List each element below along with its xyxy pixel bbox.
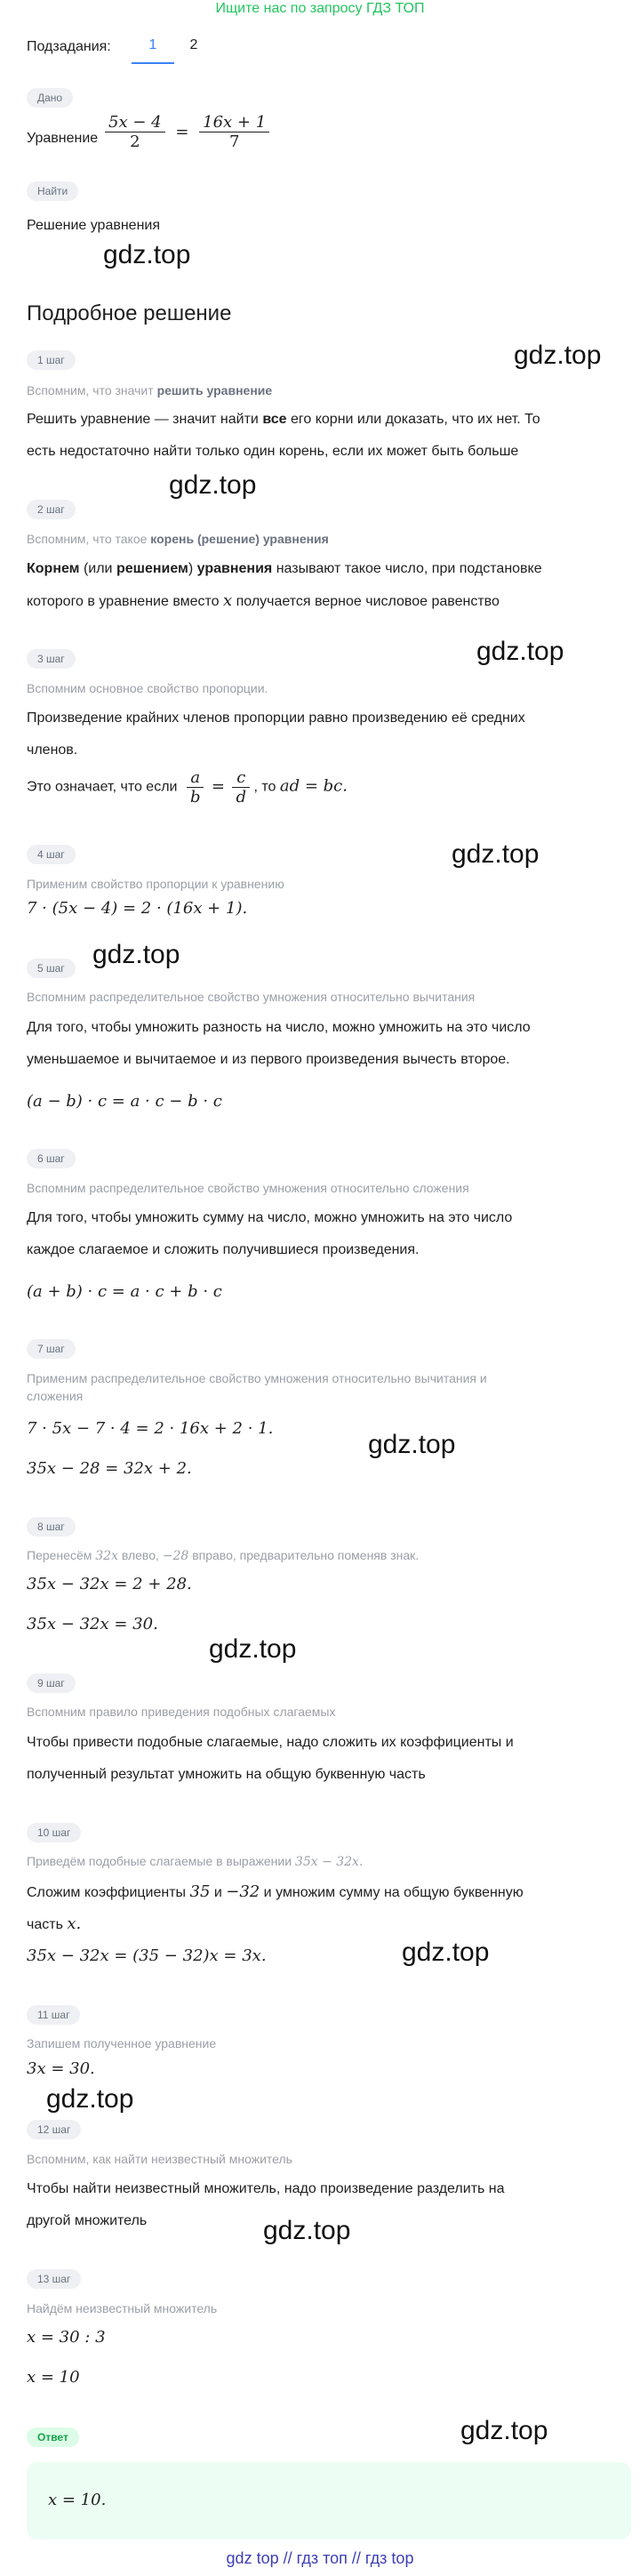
step-text: Чтобы привести подобные слагаемые, надо сложить их коэффициенты и bbox=[27, 1735, 514, 1750]
step-text: Чтобы найти неизвестный множитель, надо произведение разделить на bbox=[27, 2181, 505, 2196]
step-pill: 2 шаг bbox=[27, 500, 76, 519]
watermark: gdz.top bbox=[46, 2084, 134, 2114]
step-text: которого в уравнение вместо x получается верное числовое равенство bbox=[27, 591, 500, 610]
watermark: gdz.top bbox=[92, 940, 180, 969]
step-text: другой множитель bbox=[27, 2213, 148, 2228]
step-formula: 7 · (5x − 4) = 2 · (16x + 1). bbox=[27, 899, 248, 918]
given-equals: = bbox=[175, 122, 189, 141]
step-text: Сложим коэффициенты 35 и −32 и умножим сумму на общую буквенную bbox=[27, 1882, 524, 1901]
step-hint: Вспомним распределительное свойство умножения относительно сложения bbox=[27, 1181, 469, 1195]
step-hint: сложения bbox=[27, 1389, 84, 1403]
step-text: есть недостаточно найти только один корень, если их может быть больше bbox=[27, 444, 519, 459]
step-formula: 35x − 28 = 32x + 2. bbox=[27, 1459, 192, 1478]
step-text: Корнем (или решением) уравнения называют такое число, при подстановке bbox=[27, 561, 542, 576]
step-pill: 8 шаг bbox=[27, 1517, 76, 1537]
step-hint: Найдём неизвестный множитель bbox=[27, 2301, 218, 2315]
step-pill: 7 шаг bbox=[27, 1339, 76, 1359]
watermark: gdz.top bbox=[263, 2216, 351, 2245]
step-pill: 13 шаг bbox=[27, 2269, 81, 2289]
subtasks-label: Подзадания: bbox=[27, 39, 111, 54]
answer-pill: Ответ bbox=[27, 2428, 79, 2447]
given-pill: Дано bbox=[27, 88, 73, 108]
step-hint: Приведём подобные слагаемые в выражении 35x − 32x. bbox=[27, 1854, 364, 1869]
step-text: часть x. bbox=[27, 1914, 82, 1933]
step-pill: 4 шаг bbox=[27, 845, 76, 864]
footer-links[interactable]: gdz top // гдз топ // гдз top bbox=[226, 2549, 414, 2567]
watermark: gdz.top bbox=[169, 470, 257, 500]
step-pill: 9 шаг bbox=[27, 1673, 76, 1693]
active-tab-indicator bbox=[132, 62, 174, 64]
step-hint: Вспомним правило приведения подобных слагаемых bbox=[27, 1705, 336, 1719]
watermark: gdz.top bbox=[452, 839, 540, 869]
step-pill: 6 шаг bbox=[27, 1149, 76, 1168]
step-pill: 11 шаг bbox=[27, 2005, 80, 2025]
find-pill: Найти bbox=[27, 181, 78, 201]
step-hint: Вспомним, что значит решить уравнение bbox=[27, 383, 273, 397]
step-pill: 1 шаг bbox=[27, 350, 76, 370]
step-hint: Запишем полученное уравнение bbox=[27, 2036, 217, 2050]
step-text: полученный результат умножить на общую буквенную часть bbox=[27, 1767, 426, 1782]
lhs-denominator: 2 bbox=[130, 132, 140, 151]
step-hint: Перенесём 32x влево, −28 вправо, предварительно поменяв знак. bbox=[27, 1548, 420, 1563]
tab-subtask-1[interactable]: 1 bbox=[148, 37, 157, 52]
find-text: Решение уравнения bbox=[27, 218, 161, 233]
lhs-numerator: 5x − 4 bbox=[105, 113, 165, 132]
watermark: gdz.top bbox=[514, 341, 602, 370]
step-formula: 3x = 30. bbox=[27, 2059, 95, 2078]
step-formula: (a − b) · c = a · c − b · c bbox=[27, 1092, 222, 1111]
watermark: gdz.top bbox=[460, 2416, 548, 2445]
solution-title: Подробное решение bbox=[27, 301, 232, 325]
step-hint: Вспомним основное свойство пропорции. bbox=[27, 681, 268, 695]
step-formula: 35x − 32x = 2 + 28. bbox=[27, 1575, 192, 1593]
step-text: уменьшаемое и вычитаемое и из первого произведения вычесть второе. bbox=[27, 1052, 510, 1067]
step-pill: 10 шаг bbox=[27, 1823, 81, 1842]
step-hint: Применим свойство пропорции к уравнению bbox=[27, 877, 284, 891]
watermark: gdz.top bbox=[402, 1938, 490, 1967]
watermark: gdz.top bbox=[476, 637, 564, 666]
rhs-denominator: 7 bbox=[228, 132, 240, 151]
step-text: Произведение крайних членов пропорции равно произведению её средних bbox=[27, 710, 525, 726]
step-text: Для того, чтобы умножить сумму на число, можно умножить на это число bbox=[27, 1210, 513, 1225]
top-banner: Ищите нас по запросу ГДЗ ТОП bbox=[215, 1, 425, 16]
given-label: Уравнение bbox=[27, 131, 99, 146]
step-text: Решить уравнение — значит найти все его корни или доказать, что их нет. То bbox=[27, 412, 540, 427]
answer-box bbox=[27, 2462, 631, 2540]
step-formula: 7 · 5x − 7 · 4 = 2 · 16x + 2 · 1. bbox=[27, 1419, 274, 1438]
step-pill: 12 шаг bbox=[27, 2120, 81, 2139]
step-formula: 35x − 32x = 30. bbox=[27, 1615, 158, 1633]
step-formula: x = 30 : 3 bbox=[27, 2328, 106, 2347]
watermark: gdz.top bbox=[103, 240, 191, 269]
given-equation bbox=[105, 113, 269, 151]
step-pill: 5 шаг bbox=[27, 959, 76, 978]
step-text: каждое слагаемое и сложить получившиеся произведения. bbox=[27, 1242, 420, 1257]
step-text: Это означает, что если $\frac{a}{b}$ = $\frac{c}{d}$ , то ad = bc. bbox=[27, 768, 348, 807]
tab-subtask-2[interactable]: 2 bbox=[189, 37, 198, 52]
step-formula: 35x − 32x = (35 − 32)x = 3x. bbox=[27, 1946, 267, 1965]
step-hint: Вспомним, как найти неизвестный множитель bbox=[27, 2152, 292, 2166]
watermark: gdz.top bbox=[368, 1430, 456, 1459]
answer-formula: x = 10. bbox=[48, 2491, 107, 2509]
watermark: gdz.top bbox=[209, 1634, 297, 1664]
step-hint: Вспомним распределительное свойство умножения относительно вычитания bbox=[27, 990, 476, 1004]
step-hint: Вспомним, что такое корень (решение) уравнения bbox=[27, 532, 329, 546]
step-pill: 3 шаг bbox=[27, 649, 76, 669]
step-text: членов. bbox=[27, 742, 78, 758]
step-formula: x = 10 bbox=[27, 2368, 80, 2387]
step-formula: (a + b) · c = a · c + b · c bbox=[27, 1282, 222, 1301]
rhs-numerator: 16x + 1 bbox=[199, 113, 269, 132]
step-hint: Применим распределительное свойство умножения относительно вычитания и bbox=[27, 1371, 487, 1385]
step-text: Для того, чтобы умножить разность на число, можно умножить на это число bbox=[27, 1020, 531, 1035]
